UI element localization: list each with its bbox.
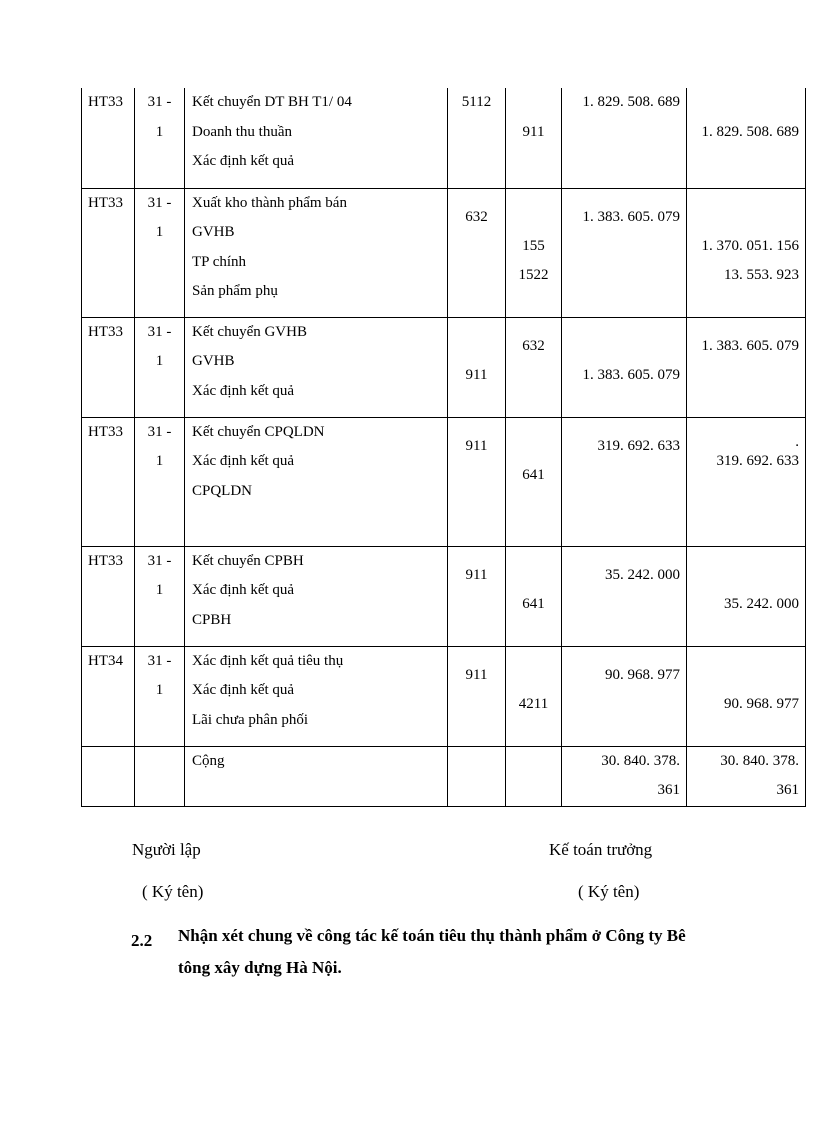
preparer-title: Người lập <box>132 840 201 859</box>
description-line: Xuất kho thành phẩm bán <box>192 194 347 211</box>
credit-account: 641 <box>522 595 545 612</box>
description-line: CPBH <box>192 611 232 628</box>
table-row <box>82 646 806 746</box>
description-line: CPQLDN <box>192 482 253 499</box>
credit-account: 632 <box>522 337 545 354</box>
description-line: GVHB <box>192 353 235 369</box>
doc-number: HT33 <box>88 194 123 211</box>
credit-amount-mark: . <box>795 433 799 450</box>
description-line: Xác định kết quả <box>192 682 295 698</box>
doc-number: HT33 <box>88 94 123 110</box>
debit-amount: 1. 383. 605. 079 <box>582 208 680 225</box>
description-line: Kết chuyển CPQLDN <box>192 423 325 440</box>
table-row <box>82 88 806 188</box>
section-title-line: tông xây dựng Hà Nội. <box>178 958 342 977</box>
date-line: 31 - <box>147 323 172 340</box>
debit-account: 5112 <box>461 94 492 110</box>
description-line: Xác định kết quả tiêu thụ <box>192 652 344 669</box>
debit-amount: 1. 383. 605. 079 <box>582 366 680 383</box>
description-line: Xác định kết quả <box>192 382 295 399</box>
credit-amount: 1. 383. 605. 079 <box>701 337 799 354</box>
description-line: Xác định kết quả <box>192 153 295 169</box>
debit-amount: 90. 968. 977 <box>605 666 680 683</box>
date-line: 31 - <box>147 652 172 669</box>
debit-amount: 35. 242. 000 <box>605 566 680 583</box>
debit-amount: 319. 692. 633 <box>597 437 680 454</box>
debit-account: 911 <box>465 566 488 583</box>
date-line: 1 <box>155 682 164 698</box>
chief-accountant-title: Kế toán trưởng <box>549 840 653 859</box>
table-row <box>82 188 806 317</box>
debit-account: 911 <box>465 437 488 454</box>
description-line: Kết chuyển DT BH T1/ 04 <box>192 94 352 110</box>
date-line: 31 - <box>147 94 172 110</box>
description-line: Kết chuyển GVHB <box>192 323 307 340</box>
description-line: Xác định kết quả <box>192 582 295 598</box>
credit-account: 1522 <box>518 267 549 283</box>
table-row <box>82 417 806 546</box>
date-line: 1 <box>155 453 164 469</box>
description-line: Xác định kết quả <box>192 453 295 469</box>
debit-account: 911 <box>465 366 488 383</box>
table-row <box>82 317 806 417</box>
credit-amount: 35. 242. 000 <box>724 595 799 612</box>
doc-number: HT33 <box>88 323 123 340</box>
total-row <box>82 746 806 806</box>
chief-accountant-signature-note: ( Ký tên) <box>578 882 640 901</box>
preparer-signature-note: ( Ký tên) <box>142 882 204 901</box>
credit-amount: 90. 968. 977 <box>724 695 799 712</box>
credit-account: 641 <box>522 466 545 483</box>
total-credit-amount: 30. 840. 378. <box>720 752 799 769</box>
credit-account: 4211 <box>518 695 549 712</box>
debit-account: 911 <box>465 666 488 683</box>
doc-number: HT34 <box>88 652 123 669</box>
credit-amount: 1. 370. 051. 156 <box>701 237 799 254</box>
credit-amount: 1. 829. 508. 689 <box>701 123 799 140</box>
credit-account: 911 <box>522 123 545 140</box>
section-title-line: Nhận xét chung về công tác kế toán tiêu thụ thành phẩm ở Công ty Bê <box>178 926 686 945</box>
description-line: GVHB <box>192 224 235 240</box>
section-title <box>178 920 778 984</box>
description-line: Kết chuyển CPBH <box>192 552 304 569</box>
section-number: 2.2 <box>131 931 153 950</box>
date-line: 1 <box>155 582 164 598</box>
credit-account: 155 <box>522 237 545 254</box>
total-debit-amount: 361 <box>657 782 680 798</box>
description-line: Sản phẩm phụ <box>192 283 278 299</box>
date-line: 31 - <box>147 552 172 569</box>
description-line: TP chính <box>192 253 247 270</box>
description-line: Lãi chưa phân phối <box>192 711 309 728</box>
description-line: Doanh thu thuần <box>192 123 292 140</box>
date-line: 31 - <box>147 423 172 440</box>
ledger-table <box>81 88 806 807</box>
total-credit-amount: 361 <box>776 782 799 798</box>
doc-number: HT33 <box>88 423 123 440</box>
date-line: 1 <box>155 353 164 369</box>
doc-number: HT33 <box>88 552 123 569</box>
date-line: 31 - <box>147 194 172 211</box>
total-debit-amount: 30. 840. 378. <box>601 752 680 769</box>
debit-amount: 1. 829. 508. 689 <box>582 94 680 110</box>
total-label: Cộng <box>192 752 225 769</box>
debit-account: 632 <box>465 208 488 225</box>
credit-amount: 13. 553. 923 <box>724 267 799 283</box>
credit-amount: 319. 692. 633 <box>716 452 799 469</box>
date-line: 1 <box>155 224 164 240</box>
date-line: 1 <box>155 123 164 140</box>
table-row <box>82 546 806 646</box>
